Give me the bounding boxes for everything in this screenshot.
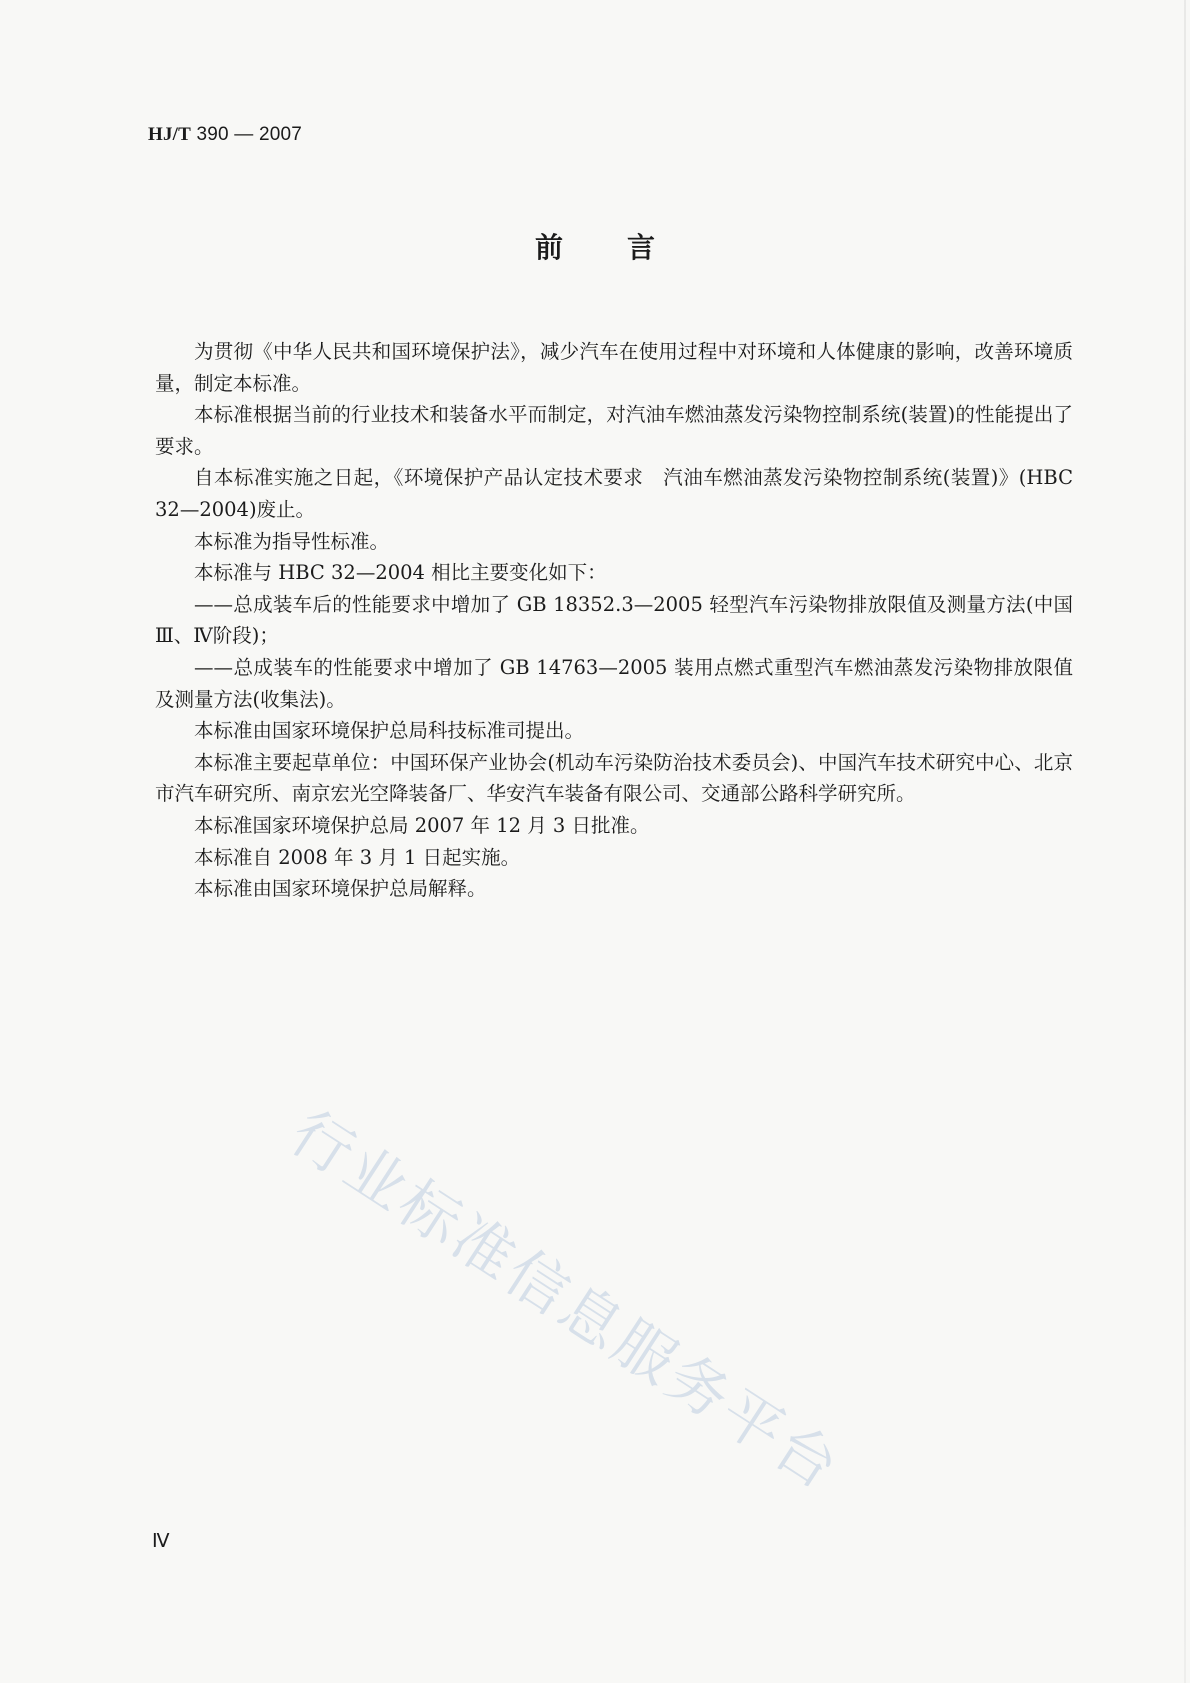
paragraph-purpose: 为贯彻《中华人民共和国环境保护法》，减少汽车在使用过程中对环境和人体健康的影响，改善环境质量，制定本标准。 bbox=[155, 340, 1073, 395]
paragraph-change-2: ——总成装车的性能要求中增加了 GB 14763—2005 装用点燃式重型汽车燃油蒸发污染物排放限值及测量方法(收集法)。 bbox=[155, 655, 1073, 711]
page-header bbox=[148, 124, 302, 146]
paragraph-effective: 本标准自 2008 年 3 月 1 日起实施。 bbox=[194, 845, 521, 869]
watermark: 行业标准信息服务平台 bbox=[278, 1097, 854, 1506]
paragraph-drafters: 本标准主要起草单位：中国环保产业协会(机动车污染防治技术委员会)、中国汽车技术研究中心、北京市汽车研究所、南京宏光空降装备厂、华安汽车装备有限公司、交通部公路科学研究所。 bbox=[155, 750, 1073, 806]
scan-edge-shadow bbox=[1184, 0, 1186, 1683]
paragraph-proposer: 本标准由国家环境保护总局科技标准司提出。 bbox=[194, 719, 585, 743]
standard-prefix: HJ/T bbox=[148, 124, 192, 145]
foreword-body bbox=[155, 336, 1073, 905]
paragraph-guidance: 本标准为指导性标准。 bbox=[194, 529, 390, 553]
standard-number: 390 — 2007 bbox=[191, 124, 303, 145]
page-number: Ⅳ bbox=[152, 1531, 170, 1552]
paragraph-interpretation: 本标准由国家环境保护总局解释。 bbox=[194, 877, 487, 901]
paragraph-changes-intro: 本标准与 HBC 32—2004 相比主要变化如下： bbox=[194, 561, 607, 585]
page-title: 前言 bbox=[534, 231, 719, 264]
paragraph-supersedes: 自本标准实施之日起，《环境保护产品认定技术要求 汽油车燃油蒸发污染物控制系统(装置)》(HBC 32—2004)废止。 bbox=[155, 466, 1073, 521]
paragraph-basis: 本标准根据当前的行业技术和装备水平而制定，对汽油车燃油蒸发污染物控制系统(装置)的性能提出了要求。 bbox=[155, 403, 1073, 458]
paragraph-approval: 本标准国家环境保护总局 2007 年 12 月 3 日批准。 bbox=[194, 813, 650, 837]
paragraph-change-1: ——总成装车后的性能要求中增加了 GB 18352.3—2005 轻型汽车污染物排放限值及测量方法(中国Ⅲ、Ⅳ阶段)； bbox=[155, 592, 1073, 648]
